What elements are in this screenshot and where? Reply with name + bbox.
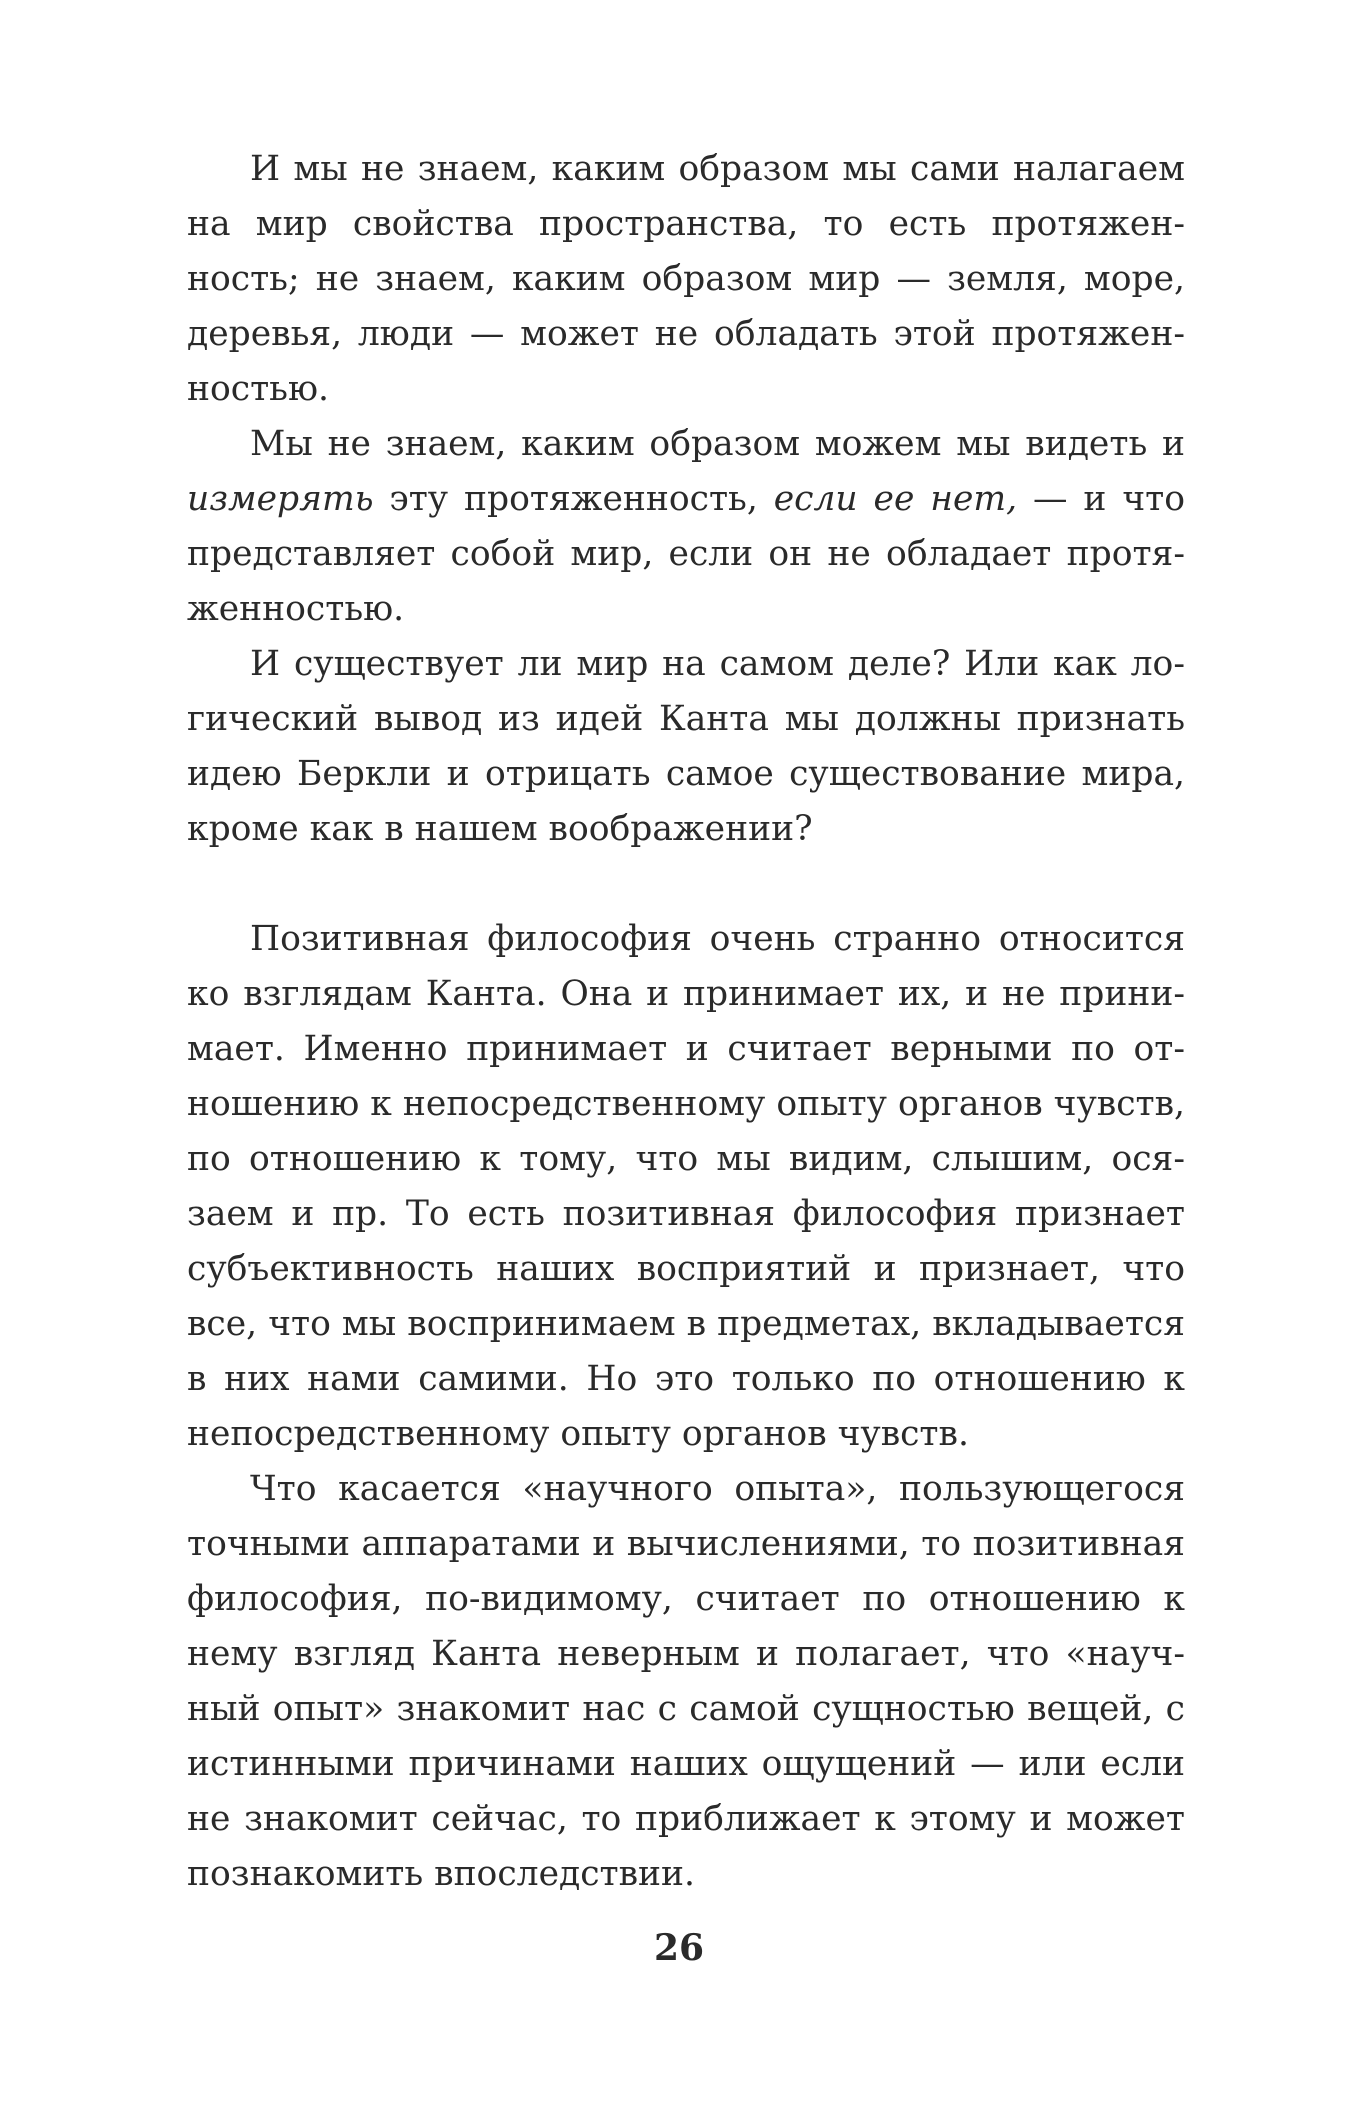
paragraph-3: И существует ли мир на самом деле? Или как логический вывод из идей Канта мы должны признать идею Беркли и отрицать самое существование мира, кроме как в нашем воображении?	[187, 644, 1185, 849]
paragraph-2-italic-1: измерять	[187, 479, 374, 519]
page-number: 26	[653, 1927, 705, 1969]
paragraph-1: И мы не знаем, каким образом мы сами налагаем на мир свойства пространства, то есть протяженность; не знаем, каким образом мир — земля, море, деревья, люди — может не обладать этой протяженностью.	[187, 149, 1185, 409]
section-break	[187, 857, 1185, 912]
paragraph-2-part-3: — и что представляет собой мир, если он не обладает протяженностью.	[187, 479, 1185, 629]
paragraph-2-part-1: Мы не знаем, каким образом можем мы видеть и	[250, 424, 1185, 464]
paragraph-5: Что касается «научного опыта», пользующегося точными аппаратами и вычислениями, то позитивная философия, по-видимому, считает по отношению к нему взгляд Канта неверным и полагает, что «научный опыт» знакомит нас с самой сущностью вещей, с истинными причинами наших ощущений — или если не знакомит сейчас, то приближает к этому и может познакомить впоследствии.	[187, 1469, 1185, 1894]
body-text	[187, 142, 1185, 1902]
paragraph-2	[187, 417, 1185, 637]
paragraph-2-part-2: эту протяженность,	[373, 479, 774, 519]
paragraph-2-italic-2: если ее нет,	[773, 479, 1018, 519]
paragraph-4: Позитивная философия очень странно относится ко взглядам Канта. Она и принимает их, и не принимает. Именно принимает и считает верными по отношению к непосредственному опыту органов чувств, по отношению к тому, что мы видим, слышим, осязаем и пр. То есть позитивная философия признает субъективность наших восприятий и признает, что все, что мы воспринимаем в предметах, вкладывается в них нами самими. Но это только по отношению к непосредственному опыту органов чувств.	[187, 919, 1185, 1454]
